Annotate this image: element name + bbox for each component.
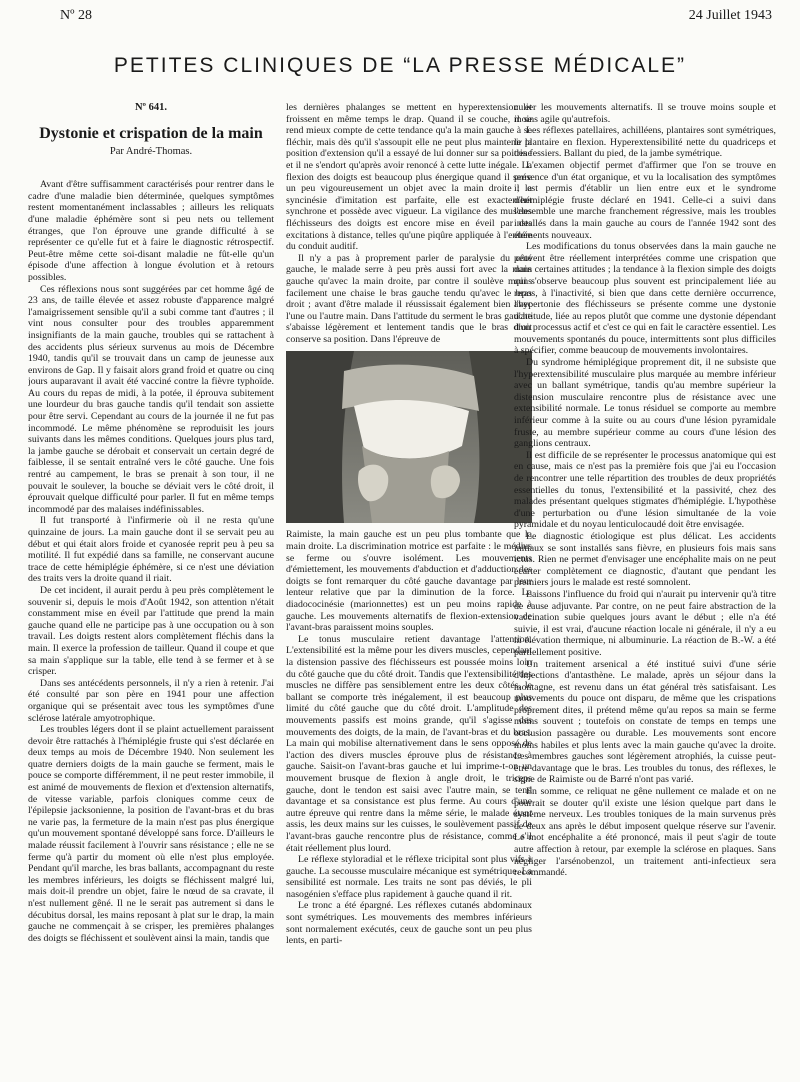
article-author: Par André-Thomas. — [109, 145, 193, 157]
paragraph: Du syndrome hémiplégique proprement dit, il ne subsiste que l'hyperextensibilité musculaire plus marquée au membre inférieur avec un ballant symétrique, tandis qu'au membre supérieur la distension musculaire rencontre plus de résistance avec une extensibilité normale. Le tonus résiduel se comporte au membre inférieur comme à la suite ou au cours d'une lésion pyramidale fruste, au membre supérieur comme au cours d'une lésion des ganglions centraux. — [514, 357, 776, 450]
issue-date: 24 Juillet 1943 — [688, 8, 772, 23]
clinical-photograph — [286, 351, 532, 523]
paragraph: les dernières phalanges se mettent en hyperextension et froissent en même temps le drap. Quand il se couche, il se rend mieux compte de cette tendance qu'a la main gauche à se fléchir, mais dès qu'il s'assoupit elle ne peut plus maintenir la position d'extension qu'il a essayé de lui donner sur sa poitrine et il ne s'endort qu'après avoir renoncé à cette lutte inégale. La flexion des doigts est beaucoup plus énergique quand il serre un peu vigoureusement un objet avec la main droite ; la syncinésie d'imitation est parfaite, elle est exactement synchrone et possède avec vigueur. La vigilance des muscles fléchisseurs des doigts est encore mise en éveil par des excitations à distance, telles qu'une piqûre appliquée à l'entrée du conduit auditif. — [286, 102, 532, 253]
paragraph: Dans ses antécédents personnels, il n'y a rien à retenir. J'ai été consulté par son père en 1941 pour une affection organique qui se présentait avec tous les symptômes d'une sclérose latérale amyotrophique. — [28, 677, 274, 724]
column-2 — [286, 102, 532, 1062]
paragraph: Les troubles légers dont il se plaint actuellement paraissent devoir être rattachés à l'hémiplégie fruste qui s'est déclarée en deux temps au mois de Décembre 1940. Non seulement les quatre derniers doigts de la main gauche se ferment, mais le pouce se comporte différemment, il ne peut rester immobile, il est animé de mouvements de flexion et d'extension alternatifs, de vitesse variable, parfois cloniques comme ceux de l'épilepsie jacksonienne, la position de l'avant-bras et du bras ne varie pas, la fermeture de la main n'est pas plus énergique qu'un mouvement spontané développé sans force. D'ailleurs le malade réussit facilement à l'ouvrir sans résistance ; elle ne se ferme qu'à partir du moment où elle n'est plus employée. Pendant qu'il marche, les bras ballants, accompagnant du reste les membres inférieurs, les doigts se fléchissent malgré lui, mais doit-il prendre un objet, faire le nœud de sa cravate, il n'est nullement gêné. Il ne le serait pas autrement si dans le décubitus dorsal, les mains reposant à plat sur le drap, la main gauche ne commençait à se crisper, les premières phalanges des doigts se fléchissent et soulèvent ainsi la main, tandis que — [28, 724, 274, 944]
article-title: Dystonie et crispation de la main — [39, 124, 263, 142]
paragraph: Raimiste, la main gauche est un peu plus tombante que la main droite. La discrimination motrice est parfaite : le médius se ferme ou s'ouvre isolément. Les mouvements d'émiettement, les mouvements d'abduction et d'adduction des doigts se font remarquer du côté gauche davantage par leur lenteur relative que par la diminution de la force. La diadococinésie (marionnettes) est un peu moins rapide à gauche. Les mouvements alternatifs de flexion-extension de l'avant-bras paraissent moins souples. — [286, 529, 532, 634]
paragraph: Le tronc a été épargné. Les réflexes cutanés abdominaux sont symétriques. Les mouvements des membres inférieurs sont normalement exécutés, ceux de gauche sont un peu plus lents, en parti- — [286, 900, 532, 947]
paragraph: Le tonus musculaire retient davantage l'attention. L'extensibilité est la même pour les divers muscles, cependant la distension passive des fléchisseurs est poussée moins loin du côté gauche que du côté droit. Tandis que l'extensibilité des muscles ne diffère pas sensiblement entre les deux côtés, le ballant se comporte très inégalement, il est beaucoup plus limité du côté gauche que du côté droit. L'amplitude des mouvements passifs est moins grande, qu'il s'agisse des mouvements des doigts, de la main, de l'avant-bras et du bras. La main qui mobilise alternativement dans le sens opposé de l'action des divers muscles éprouve plus de résistance à gauche. Saisit-on l'avant-bras gauche et lui imprime-t-on un mouvement brusque de flexion à angle droit, le triceps gauche, dont le tendon est saisi avec l'autre main, se tend davantage et sa consistance est plus ferme. Au cours d'une autre épreuve qui rentre dans la même série, le malade étant assis, les deux mains sur les cuisses, le soulèvement passif de l'avant-bras gauche rencontre plus de résistance, comme s'il était réellement plus lourd. — [286, 633, 532, 854]
paragraph: Les réflexes patellaires, achilléens, plantaires sont symétriques, le plantaire en flexion. Hyperextensibilité nette du quadriceps et des fessiers. Ballant du pied, de la jambe symétrique. — [514, 125, 776, 160]
paragraph: Ces réflexions nous sont suggérées par cet homme âgé de 23 ans, de taille élevée et assez robuste d'apparence malgré l'amaigrissement sensible qu'il a subi comme tant d'autres ; il vint nous consulter pour des troubles apparemment insignifiants de la main gauche, troubles qui se rattachent à des accidents plus sérieux survenus au mois de Décembre 1940, tandis qu'il se trouvait dans un camp de jeunesse aux environs de Gap. Il y faisait alors grand froid et quatre ou cinq jours auparavant il avait été vacciné contre la fièvre typhoïde. Au cours du repas de midi, à la potée, il éprouva subitement une lourdeur du bras gauche tandis qu'il tendait son assiette pour être servi. Cependant au cours de la journée il ne fut pas incommodé. Le même phénomène se reproduisit les jours suivants dans les mêmes conditions. Quelques jours plus tard, la jambe gauche se dérobait et conservait un certain degré de faiblesse, il se sentait entraîné vers le côté gauche. Une fois rentré au campement, le bras se prenait à son tour, il ne pouvait le soulever, la bouche se déviait vers le côté droit, il éprouvait quelque difficulté pour parler. Il fut en même temps incommodé par des malaises indéfinissables. — [28, 283, 274, 515]
hand-photo-illustration — [286, 351, 532, 523]
paragraph: Avant d'être suffisamment caractérisés pour rentrer dans le cadre d'une maladie bien déterminée, quelques symptômes restent momentanément inclassables ; ailleurs les reliquats d'une maladie éphémère sont si peu nets ou tellement étranges, que l'on éprouve une grande difficulté à se représenter ce qu'elle fut et à faire le diagnostic rétrospectif. Peut-être même cette soi-disant maladie ne fût-elle qu'un épisode d'une affection à longue évolution et à retours possibles. — [28, 179, 274, 283]
paragraph: culier les mouvements alternatifs. Il se trouve moins souple et moins agile qu'autrefois. — [514, 102, 776, 125]
article-number: Nº 641. — [134, 102, 168, 113]
paragraph: Il n'y a pas à proprement parler de paralysie du côté gauche, le malade serre à peu près aussi fort avec la main gauche qu'avec la main droite, par contre il soulève moins facilement une chaise le bras gauche tendu qu'avec le bras droit ; avant d'être malade il réussissait également bien avec l'une ou l'autre main. Dans l'attitude du serment le bras gauche s'abaisse légèrement et lentement tandis que le bras droit conserve sa position. Dans l'épreuve de — [286, 252, 532, 345]
column-1 — [28, 102, 274, 1062]
paragraph: Un traitement arsenical a été institué suivi d'une série d'injections d'antasthène. Le malade, après un séjour dans la montagne, est revenu dans un état général très satisfaisant. Les mouvements du pouce ont disparu, de même que les crispations proprement dites, il prétend même qu'au repos sa main se ferme moins souvent ; toutefois on constate de temps en temps une occlusion passagère ou durable. Les mouvements sont encore moins habiles et plus lents avec la main gauche qu'avec la droite. Les membres gauches sont légèrement atrophiés, la cuisse peut-être davantage que le bras. Les troubles du tonus, des réflexes, le signe de Raimiste ou de Barré n'ont pas varié. — [514, 658, 776, 786]
paragraph: Les modifications du tonus observées dans la main gauche ne peuvent être réellement interprétées comme une crispation que dans certaines attitudes ; la tendance à la flexion simple des doigts qui s'observe beaucoup plus souvent est principalement liée au repos, à l'inactivité, si bien que dans cette dernière occurrence, l'hypertonie des fléchisseurs se présente comme une dystonie d'attitude, liée au repos plutôt que comme une dystonie dépendant d'un processus actif et c'est ce qui en fait le caractère essentiel. Les mouvements spontanés du pouce, intermittents sont plus difficiles à spécifier, comme beaucoup de mouvements involontaires. — [514, 241, 776, 357]
paragraph: Le réflexe styloradial et le réflexe tricipital sont plus vifs à gauche. La secousse musculaire mécanique est symétrique. La sensibilité est normale. Les traits ne sont pas déviés, le pli nasogénien s'efface plus rapidement à gauche quand il rit. — [286, 854, 532, 900]
paragraph: Il fut transporté à l'infirmerie où il ne resta qu'une quinzaine de jours. La main gauche dont il se servait peu au début et qui était alors froide et cyanosée reprit peu à peu sa motilité. Il fut expédié dans sa famille, ne conservant aucune trace de cette hémiplégie éphémère, si ce n'est une déviation des traits vers la droite quand il riait. — [28, 515, 274, 585]
paragraph: De cet incident, il aurait perdu à peu près complètement le souvenir si, depuis le mois d'Août 1942, son attention n'était constamment mise en éveil par l'attitude que prend la main gauche quand elle ne participe pas à une occupation ou à son travail. Les doigts restent alors complètement fléchis dans la main. Il exerce la profession de tailleur. Quand il coupe et que sa main s'applique sur la table, elle tend à se fermer et à se crisper. — [28, 584, 274, 678]
issue-number: Nº 28 — [60, 8, 92, 23]
column-3 — [514, 102, 776, 1062]
paragraph: Laissons l'influence du froid qui n'aurait pu intervenir qu'à titre de cause adjuvante. Par contre, on ne peut faire abstraction de la vaccination subie quelques jours avant le début ; elle n'a été suivie, il est vrai, d'aucune réaction locale ni générale, il n'y a eu ni élévation thermique, ni albuminurie. La réaction de B.-W. a été partiellement positive. — [514, 588, 776, 658]
paragraph: L'examen objectif permet d'affirmer que l'on se trouve en présence d'un état organique, et vu la localisation des symptômes il est permis d'établir un lien entre eux et le syndrome d'hémiplégie fruste déclaré en 1941. Celle-ci a suivi dans l'ensemble une marche franchement régressive, mais les troubles installés dans la main gauche au cours de l'année 1942 sont des éléments nouveaux. — [514, 159, 776, 241]
paragraph: En somme, ce reliquat ne gêne nullement ce malade et on ne pourrait se douter qu'il existe une lésion quelque part dans le système nerveux. Les troubles toniques de la main survenus près de deux ans après le début imposent quelque réserve sur l'avenir. Le mot encéphalite a été prononcé, mais il peut s'agir de toute autre affection à retour, par exemple la sclérose en plaques. Sans négliger l'arsénobenzol, un traitement anti-infectieux sera recommandé. — [514, 786, 776, 879]
paragraph: Il est difficile de se représenter le processus anatomique qui est en cause, mais ce n'est pas la première fois que j'ai eu l'occasion de rencontrer une telle répartition des troubles de deux propriétés essentielles du tonus, l'extensibilité et la passivité, chez des malades présentant quelques stigmates d'hémiplégie. L'hypothèse d'une perturbation ou d'une lésion simultanée de la voie pyramidale et du noyau lenticulocaudé doit être envisagée. — [514, 449, 776, 531]
journal-title: PETITES CLINIQUES DE “LA PRESSE MÉDICALE” — [113, 54, 687, 77]
paragraph: Le diagnostic étiologique est plus délicat. Les accidents initiaux se sont installés sans fièvre, en plusieurs fois mais sans ictus. Rien ne permet d'envisager une encéphalite mais on ne peut écarter complètement ce diagnostic, d'autant que pendant les premiers jours le malade est resté somnolent. — [514, 530, 776, 589]
